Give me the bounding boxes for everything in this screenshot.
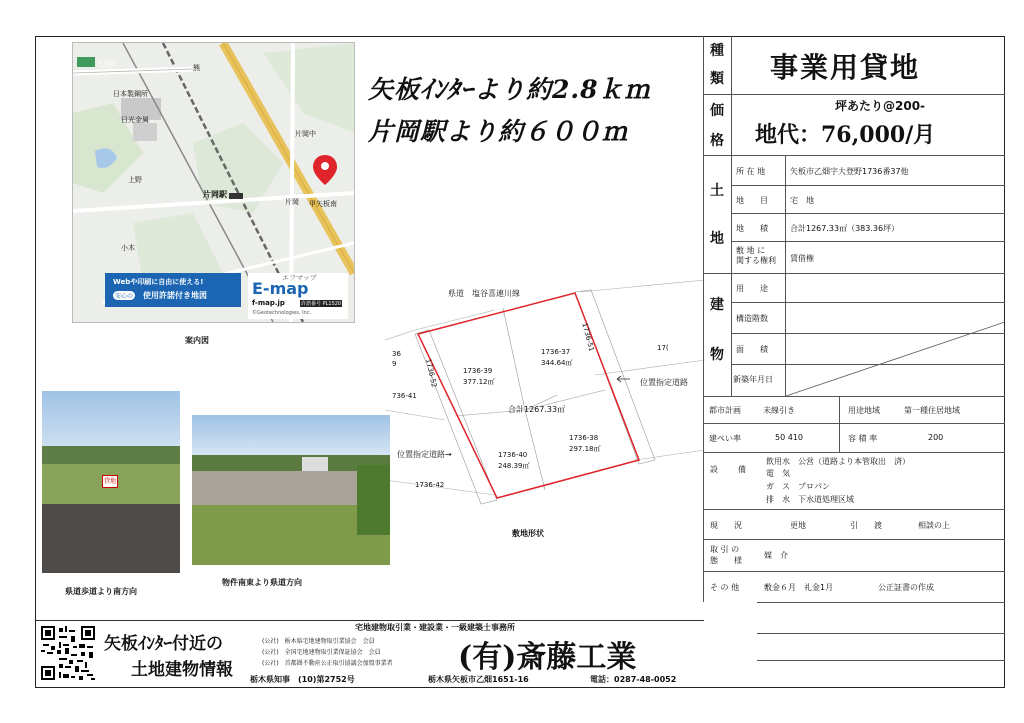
price-per-tsubo: 坪あたり@200- — [835, 99, 926, 113]
guide-map — [72, 42, 355, 323]
plot-lot-b-id: 1736-37 — [541, 348, 571, 356]
facilities-label-2: 備 — [738, 465, 746, 474]
footer-license: 栃木県知事 (10)第2752号 — [250, 675, 355, 684]
plot-left-road-id: 1736-52 — [424, 358, 439, 389]
headline-station: 片岡駅より約６００ｍ — [368, 117, 629, 146]
land-area-value: 合計1267.33㎡（383.36坪） — [790, 224, 900, 233]
land-rights-value: 賃借権 — [790, 254, 814, 263]
footer-assoc-2: (公社) 全国宅地建物取引業保証協会 会員 — [262, 649, 381, 656]
plot-road-left-label: 位置指定道路→ — [397, 450, 452, 459]
map-brand-kana: エフマップ — [282, 274, 317, 282]
plot-neighbor-36: 36 — [392, 350, 401, 358]
price-label-2: 格 — [710, 133, 724, 149]
zone-value: 第一種住居地域 — [904, 406, 960, 415]
footer-assoc-3: (公社) 首都圏不動産公正取引協議会加盟事業者 — [262, 660, 393, 667]
photo-right-caption: 物件南東より県道方向 — [222, 578, 302, 587]
plot-road-top: 県道 塩谷喜連川線 — [448, 289, 520, 298]
land-category-value: 宅 地 — [790, 196, 814, 205]
transaction-mode-label-1: 取 引 の — [710, 545, 740, 554]
plot-neighbor-17: 17( — [657, 344, 669, 352]
plot-total-area: 合計1267.33㎡ — [508, 405, 566, 414]
plot-road-right-label: 位置指定道路 — [640, 378, 688, 387]
map-label-ic: 矢板IC — [97, 60, 118, 68]
city-plan-value: 未線引き — [763, 406, 795, 415]
handover-value: 相談の上 — [918, 521, 950, 530]
footer-tagline-1: 矢板ｲﾝﾀｰ付近の — [104, 634, 223, 654]
map-label-kataoka: 片岡 — [285, 198, 299, 206]
footer-assoc-1: (公社) 栃木県宅地建物取引業協会 会員 — [262, 638, 375, 645]
plot-lot-d-area: 297.18㎡ — [569, 445, 601, 453]
far-value: 200 — [928, 433, 944, 442]
building-strike-line — [786, 302, 1005, 396]
listing-title: 事業用貸地 — [770, 51, 921, 84]
map-brand — [248, 273, 348, 319]
footer-phone: 電話：0287-48-0052 — [590, 675, 677, 684]
current-status-value: 更地 — [790, 521, 806, 530]
facility-water: 飲用水 公営（道路より本管取出 済） — [766, 457, 910, 466]
map-label-kataoka-po: 片岡中 — [295, 130, 316, 138]
handover-label: 引 渡 — [850, 521, 882, 530]
map-copyright: ©Geotechnologies, Inc. — [252, 310, 312, 316]
plot-caption: 敷地形状 — [512, 529, 544, 538]
company-name: (有)斎藤工業 — [458, 640, 637, 675]
facilities-label-1: 設 — [710, 465, 718, 474]
plot-lot-a-id: 1736-39 — [463, 367, 493, 375]
map-brand-logo: E-map — [252, 279, 309, 298]
map-banner-badge: 安心の — [115, 293, 134, 300]
map-label-japan-steel: 日本製鋼所 — [113, 90, 148, 98]
photo-left-caption: 県道歩道より南方向 — [65, 587, 137, 596]
price-label-1: 価 — [710, 103, 724, 119]
headline-interchange: 矢板ｲﾝﾀｰより約2.8ｋｍ — [368, 75, 651, 104]
bcr-label: 建ぺい率 — [709, 434, 741, 443]
map-brand-url: f-map.jp — [252, 299, 285, 307]
land-area-label: 地 積 — [736, 224, 768, 233]
other-value: 敷金６月 礼金1月 — [764, 583, 834, 592]
transaction-mode-label-2: 態 様 — [710, 556, 742, 565]
map-label-kamiyama: 上野 — [128, 176, 142, 184]
photo-east-view — [192, 415, 390, 565]
price-rent: 地代：76,000/月 — [755, 122, 936, 148]
plot-neighbor-41: 736-41 — [392, 392, 417, 400]
land-category-label: 地 目 — [736, 196, 768, 205]
building-structure-label: 構造階数 — [736, 314, 768, 323]
plot-neighbor-9: 9 — [392, 360, 397, 368]
type-label-1: 種 — [710, 43, 724, 59]
plot-lot-c-area: 248.39㎡ — [498, 462, 530, 470]
type-label-2: 類 — [710, 71, 724, 87]
facility-gas: ガ ス プロパン — [766, 482, 830, 491]
building-label-2: 物 — [710, 347, 724, 363]
map-banner-line2: 使用許諾付き地図 — [143, 291, 207, 300]
other-label: そ の 他 — [710, 583, 740, 592]
plot-lot-b-area: 344.64㎡ — [541, 359, 573, 367]
map-label-kataoka-station: 片岡駅 — [203, 190, 227, 199]
plot-lot-a-area: 377.12㎡ — [463, 378, 495, 386]
building-area-label: 面 積 — [736, 345, 768, 354]
far-label: 容 積 率 — [848, 434, 878, 443]
bcr-value: 50 410 — [775, 433, 803, 442]
map-label-nikko: 日光金属 — [121, 116, 149, 124]
plot-lot-c-id: 1736-40 — [498, 451, 528, 459]
footer-address: 栃木県矢板市乙畑1651-16 — [428, 675, 529, 684]
map-label-kuma: 熊 — [193, 64, 200, 72]
photo-sign: 貸地 — [102, 475, 118, 488]
other-note: 公正証書の作成 — [878, 583, 934, 592]
map-label-yaita-south: 甲矢板南 — [309, 200, 337, 208]
city-plan-label: 都市計画 — [709, 406, 741, 415]
transaction-mode-value: 媒 介 — [764, 551, 788, 560]
footer-tagline-2: 土地建物情報 — [131, 660, 233, 680]
plot-diagram — [385, 280, 705, 510]
map-banner — [105, 273, 241, 307]
footer-business: 宅地建物取引業・建設業・一級建築士事務所 — [355, 623, 515, 632]
land-label-2: 地 — [710, 231, 724, 247]
land-label-1: 土 — [710, 183, 724, 199]
zone-label: 用途地域 — [848, 406, 880, 415]
photo-south-view — [42, 391, 180, 573]
map-license: 許諾番号 PL1520 — [301, 301, 342, 307]
plot-right-road-id: 1736-51 — [580, 322, 596, 353]
facility-electric: 電 気 — [766, 469, 790, 478]
plot-lot-d-id: 1736-38 — [569, 434, 599, 442]
land-location-value: 矢板市乙畑字大登野1736番37他 — [790, 167, 909, 176]
plot-neighbor-42: 1736-42 — [415, 481, 445, 489]
map-label-kogi: 小木 — [121, 244, 135, 252]
land-rights-label: 敷 地 に 関する権利 — [736, 246, 776, 265]
building-use-label: 用 途 — [736, 284, 768, 293]
current-status-label: 現 況 — [710, 521, 742, 530]
facility-drain: 排 水 下水道処理区域 — [766, 495, 854, 504]
land-location-label: 所 在 地 — [736, 167, 766, 176]
map-banner-line1: Webや印刷に自由に使える! — [113, 278, 204, 286]
qr-code-icon — [39, 624, 97, 682]
map-caption: 案内図 — [185, 336, 209, 345]
building-label-1: 建 — [710, 297, 724, 313]
building-date-label: 新築年月日 — [733, 375, 773, 384]
